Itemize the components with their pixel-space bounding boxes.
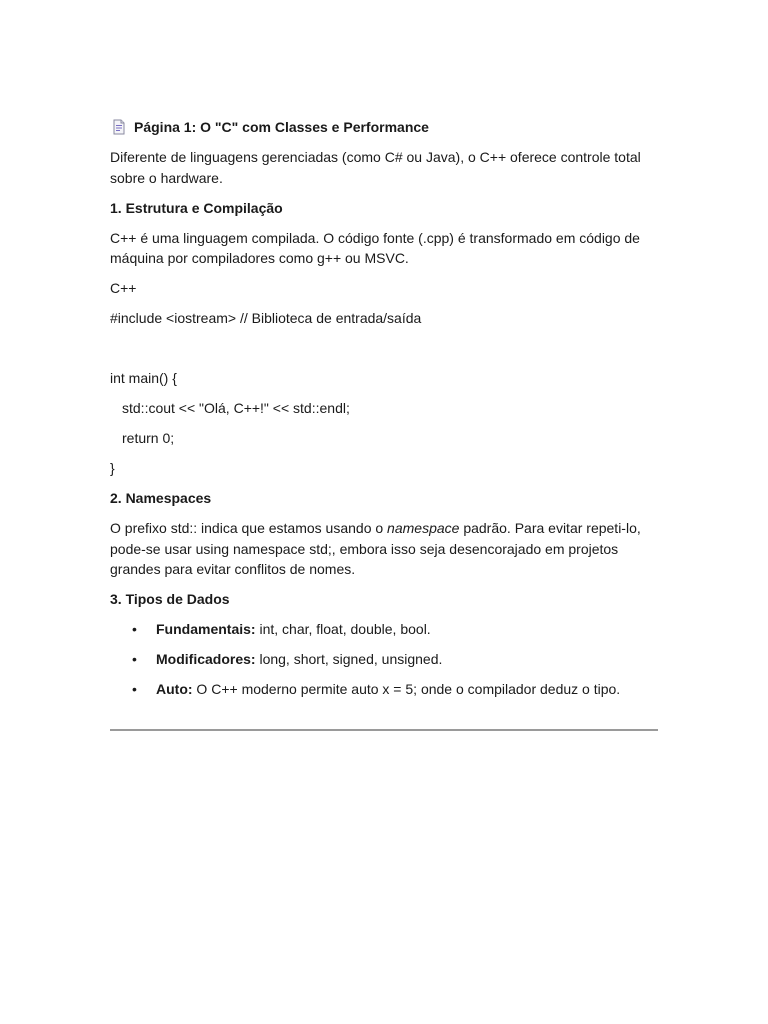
structure-paragraph: C++ é uma linguagem compilada. O código fonte (.cpp) é transformado em código de máquina por compiladores como g++ ou MSVC. — [110, 229, 640, 266]
list-item-text: O C++ moderno permite auto x = 5; onde o compilador deduz o tipo. — [192, 681, 621, 697]
list-item-text: int, char, float, double, bool. — [255, 621, 431, 637]
namespaces-text-before: O prefixo std:: indica que estamos usando o — [110, 520, 388, 536]
section-heading-structure: 1. Estrutura e Compilação — [110, 199, 283, 216]
bullet-dot: • — [132, 681, 137, 697]
namespaces-text-italic: namespace — [387, 520, 460, 536]
bullet-dot: • — [132, 621, 137, 637]
code-line-close: } — [110, 460, 115, 476]
section-heading-namespaces: 2. Namespaces — [110, 490, 212, 506]
document-page — [110, 116, 658, 709]
code-line-return: return 0; — [122, 430, 175, 446]
code-line-include: #include <iostream> // Biblioteca de entrada/saída — [110, 310, 422, 326]
list-item — [110, 619, 658, 640]
page-title: Página 1: O "C" com Classes e Performance — [134, 119, 429, 135]
code-blank-line — [110, 338, 658, 368]
namespaces-paragraph — [110, 518, 658, 580]
title-row — [110, 116, 658, 138]
section-heading-types: 3. Tipos de Dados — [110, 591, 230, 607]
namespaces-text-after: padrão. Para evitar repeti-lo, pode-se usar using namespace std;, embora isso seja desencorajado em projetos grandes para evitar conflitos de nomes. — [110, 520, 641, 577]
types-list — [110, 619, 658, 700]
list-item-label: Auto: — [156, 681, 193, 697]
code-line-cout: std::cout << "Olá, C++!" << std::endl; — [122, 400, 350, 416]
code-line-main: int main() { — [110, 370, 177, 386]
list-item-text: long, short, signed, unsigned. — [255, 651, 443, 667]
list-item-label: Modificadores: — [156, 651, 256, 667]
bullet-dot: • — [132, 651, 137, 667]
list-item-label: Fundamentais: — [156, 621, 256, 637]
code-language-label: C++ — [110, 280, 137, 296]
intro-paragraph: Diferente de linguagens gerenciadas (como C# ou Java), o C++ oferece controle total sobre o hardware. — [110, 149, 641, 186]
list-item — [110, 649, 658, 670]
list-item — [110, 679, 658, 700]
horizontal-divider — [110, 729, 658, 731]
document-icon — [110, 118, 128, 136]
